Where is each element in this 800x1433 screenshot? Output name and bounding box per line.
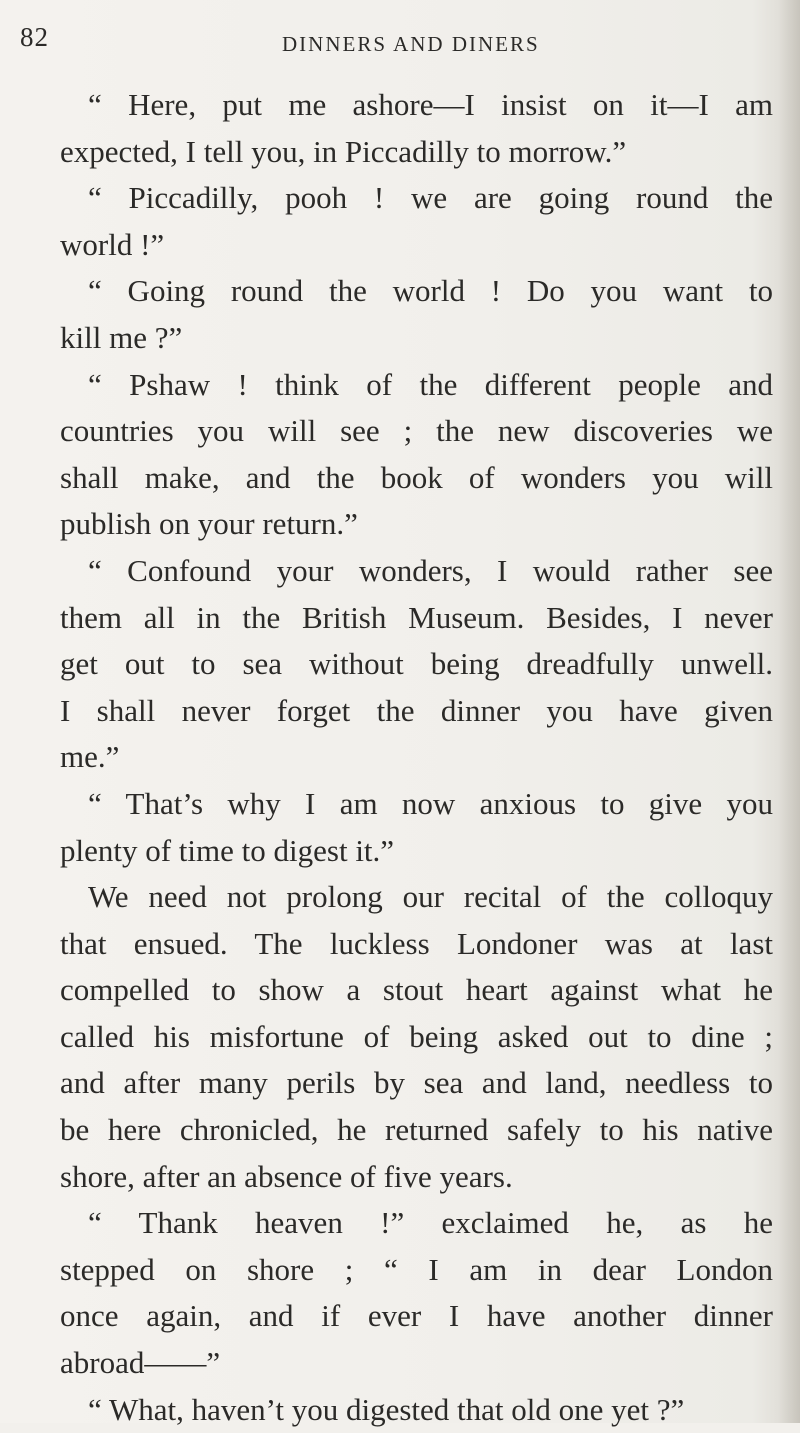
text-line: We need not prolong our recital of the colloquy [88,879,773,915]
paragraph-2 [60,175,773,268]
paragraph-9 [60,1387,773,1433]
text-line: compelled to show a stout heart against what he [60,972,773,1008]
text-line: “ Pshaw ! think of the different people and [88,366,773,402]
page-number: 82 [20,22,49,52]
text-line: shore, after an absence of five years. [60,1158,513,1194]
text-line: world !” [60,226,165,262]
text-line: them all in the British Museum. Besides, I never [60,599,773,635]
text-line: “ Confound your wonders, I would rather see [88,552,773,588]
page-header [20,22,780,62]
text-line: once again, and if ever I have another dinner [60,1298,773,1334]
paragraph-5 [60,548,773,781]
running-head: DINNERS AND DINERS [282,32,540,56]
text-line: kill me ?” [60,319,183,355]
text-line: “ Here, put me ashore—I insist on it—I am [88,87,773,122]
text-line: countries you will see ; the new discoveries we [60,413,773,449]
text-line: “ That’s why I am now anxious to give you [88,785,773,821]
paragraph-6 [60,781,773,874]
text-line: and after many perils by sea and land, needless to [60,1065,773,1101]
paragraph-3 [60,268,773,361]
text-line: “ Piccadilly, pooh ! we are going round the [88,180,773,216]
page-edge-shadow [778,0,800,1423]
text-line: abroad——” [60,1345,221,1381]
paragraph-1 [60,82,773,175]
paragraph-4 [60,362,773,548]
text-line: “ Thank heaven !” exclaimed he, as he [88,1205,773,1241]
text-line: expected, I tell you, in Piccadilly to morrow.” [60,133,627,169]
text-line: plenty of time to digest it.” [60,832,395,868]
paragraph-7 [60,874,773,1200]
text-line: “ Going round the world ! Do you want to [88,273,773,309]
text-line: that ensued. The luckless Londoner was at last [60,925,773,961]
text-line: publish on your return.” [60,506,358,542]
text-line: stepped on shore ; “ I am in dear London [60,1251,773,1287]
text-line: called his misfortune of being asked out to dine ; [60,1018,773,1054]
text-line: shall make, and the book of wonders you will [60,459,773,495]
text-line: “ What, haven’t you digested that old one yet ?” [88,1391,685,1427]
paragraph-8 [60,1200,773,1386]
text-line: me.” [60,739,120,775]
text-line: get out to sea without being dreadfully unwell. [60,646,773,682]
page-body [60,82,773,1433]
text-line: be here chronicled, he returned safely to his native [60,1112,773,1148]
text-line: I shall never forget the dinner you have given [60,692,773,728]
